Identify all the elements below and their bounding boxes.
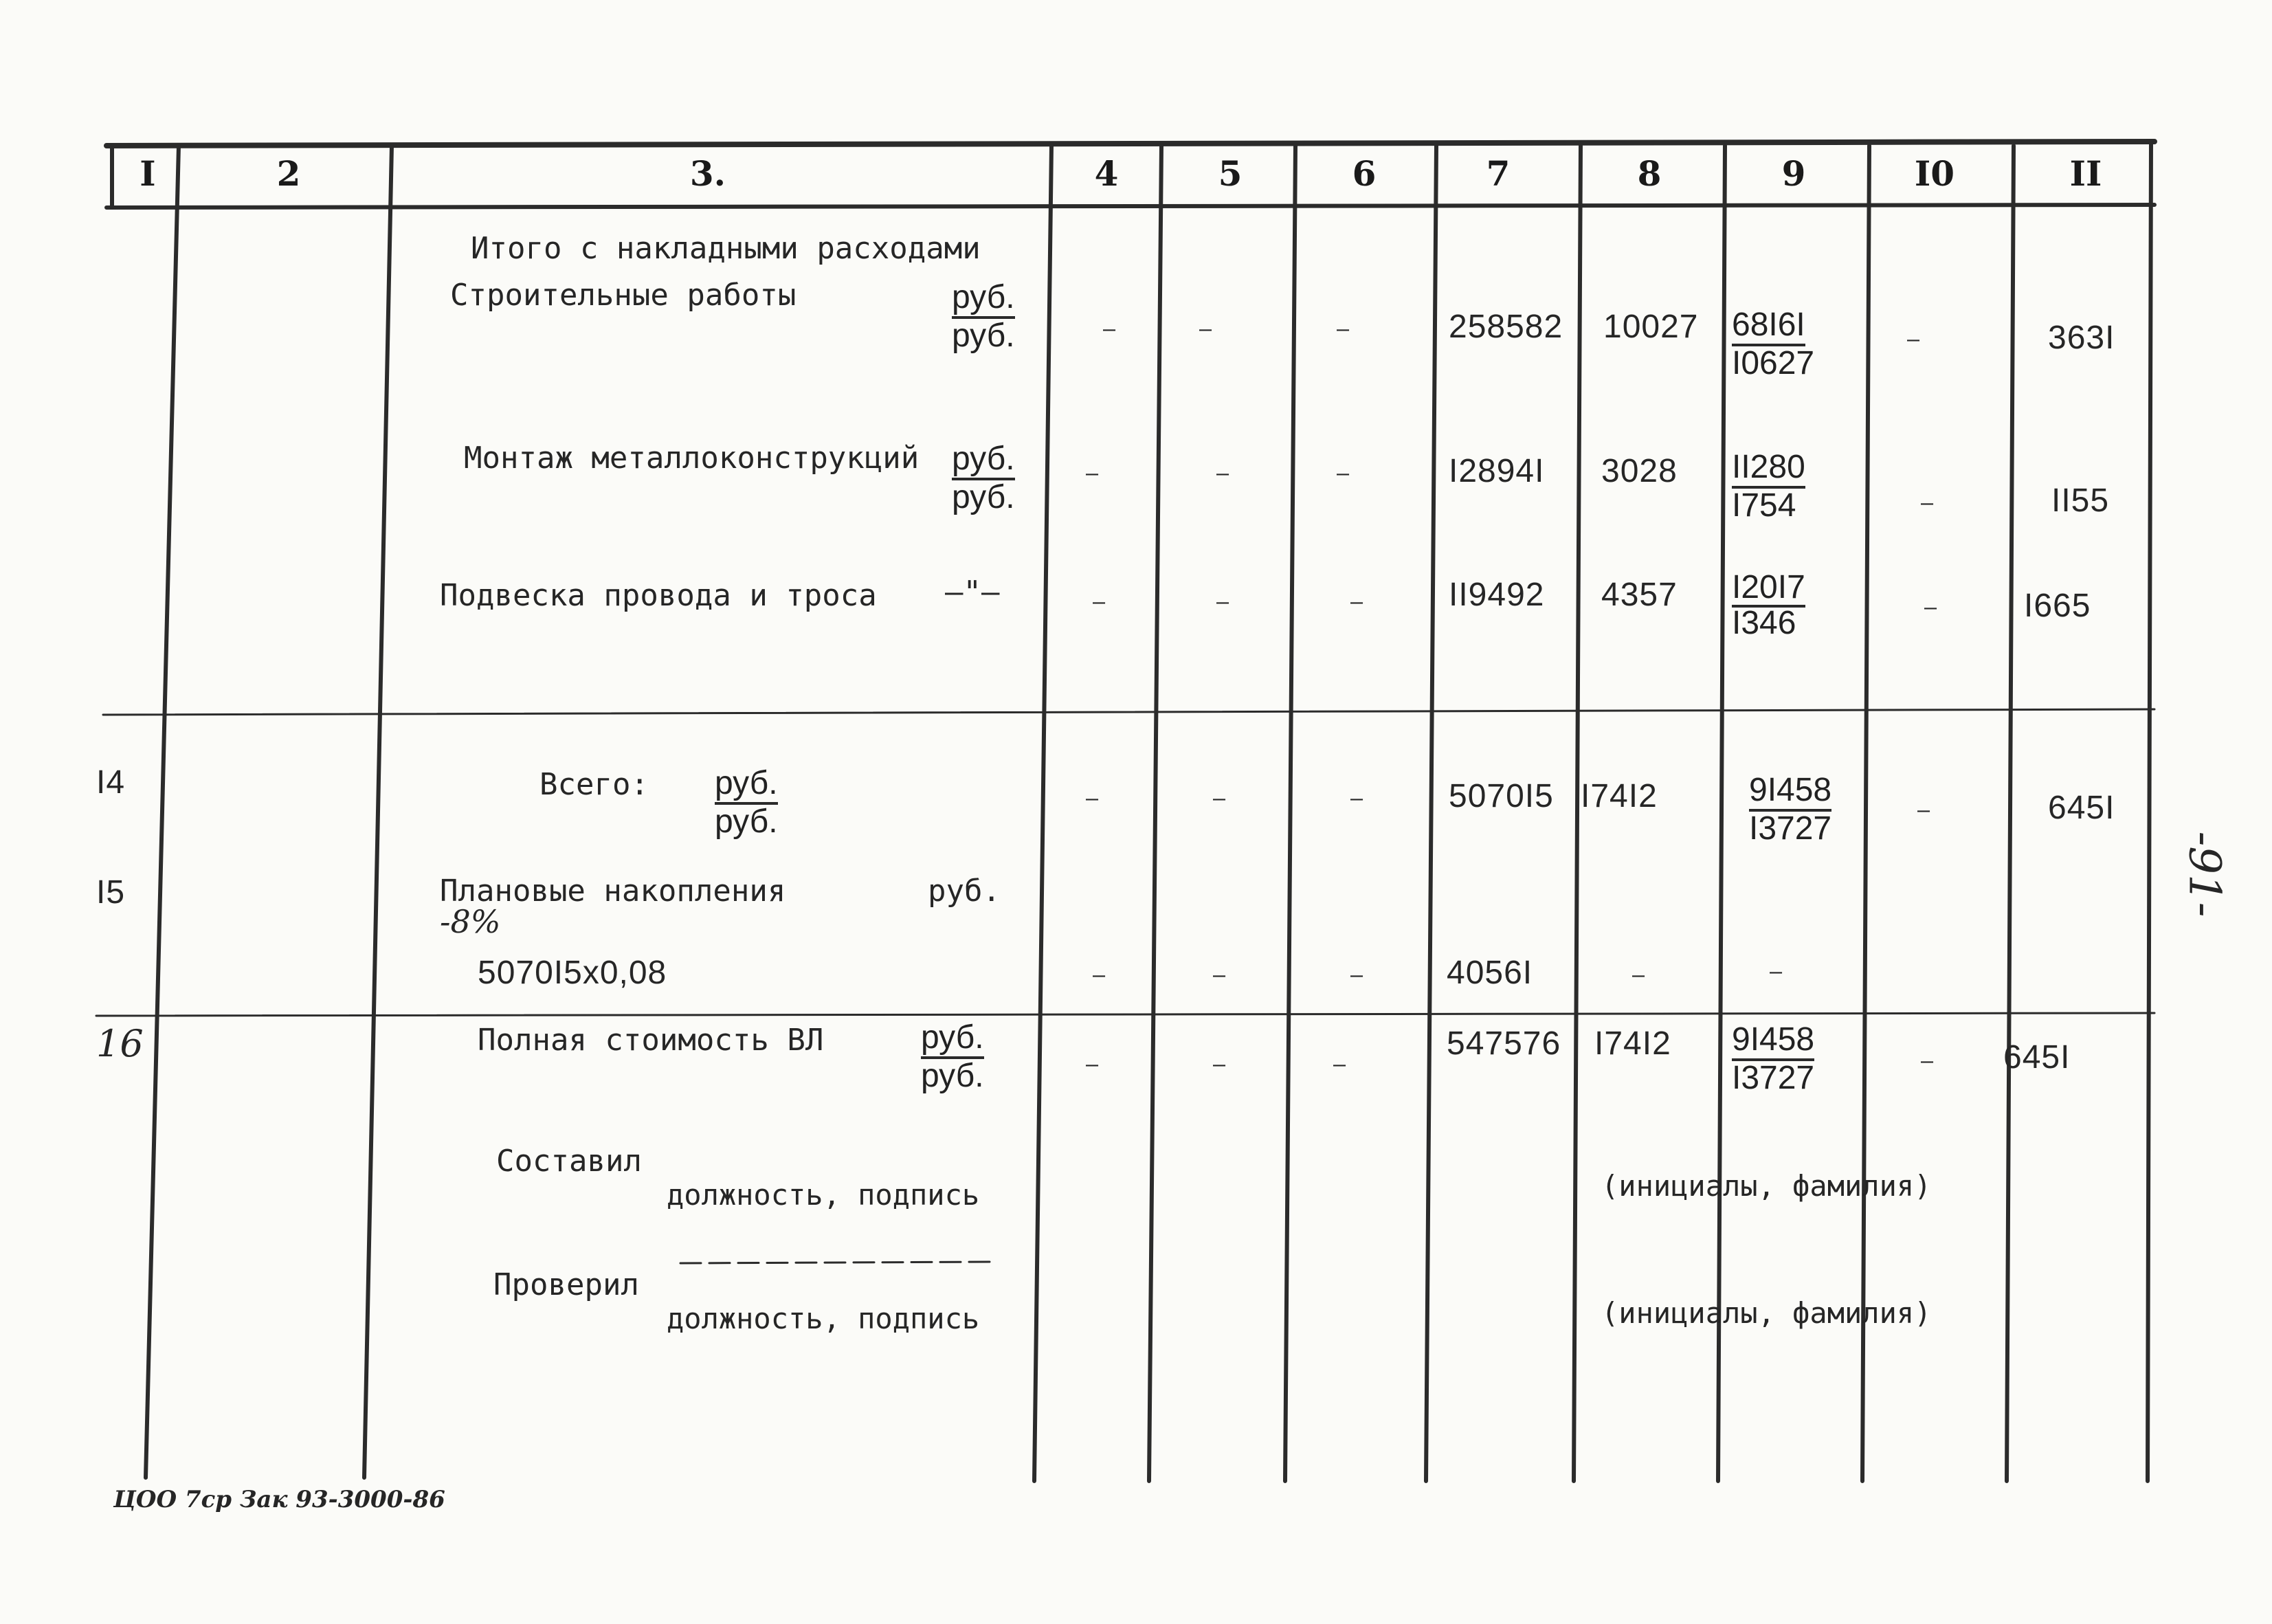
total-col9-top: 9I458 — [1749, 773, 1831, 812]
full-unit — [921, 1021, 984, 1094]
full-col7: 547576 — [1447, 1025, 1561, 1062]
metal-col11: II55 — [2051, 482, 2110, 519]
full-col5: – — [1213, 1053, 1226, 1077]
col-border-3 — [1034, 146, 1051, 1481]
planned-unit: руб. — [928, 874, 1001, 909]
metal-col4: – — [1086, 462, 1099, 486]
wire-label: Подвеска провода и троса — [440, 578, 877, 613]
col-border-10 — [2007, 146, 2014, 1481]
planned-label: Плановые накопления — [440, 874, 786, 909]
planned-col5: – — [1213, 964, 1226, 988]
construction-col4: – — [1103, 318, 1116, 342]
planned-row-number: I5 — [96, 874, 126, 911]
col-border-9 — [1862, 146, 1869, 1481]
metal-col10: – — [1921, 491, 1934, 515]
full-col9 — [1732, 1023, 1814, 1096]
total-col9-bottom: I3727 — [1749, 810, 1832, 847]
total-unit-bottom: руб. — [715, 803, 778, 841]
wire-col7: II9492 — [1449, 577, 1545, 613]
header-col-3: 3. — [689, 153, 726, 194]
planned-formula: 5070I5x0,08 — [478, 955, 667, 991]
wire-col9-top: I20I7 — [1732, 572, 1805, 608]
table-top-border — [107, 142, 2154, 146]
col-border-6 — [1426, 146, 1436, 1481]
col-border-5 — [1285, 146, 1295, 1481]
full-col6: – — [1333, 1053, 1346, 1077]
planned-col4: – — [1093, 964, 1106, 988]
total-col7: 5070I5 — [1449, 778, 1554, 814]
full-col8: I74I2 — [1594, 1025, 1671, 1062]
construction-col8: 10027 — [1603, 309, 1699, 345]
metal-col9-bottom: I754 — [1732, 487, 1796, 524]
wire-col8: 4357 — [1601, 577, 1678, 613]
total-col6: – — [1350, 787, 1363, 811]
subtotal-title: Итого с накладными расходами — [471, 231, 981, 266]
wire-col11: I665 — [2024, 588, 2091, 624]
planned-percent: -8% — [440, 903, 501, 940]
wire-col5: – — [1216, 590, 1229, 614]
wire-col9 — [1732, 569, 1805, 641]
full-label: Полная стоимость ВЛ — [478, 1023, 824, 1058]
full-col9-bottom: I3727 — [1732, 1060, 1815, 1097]
total-label: Всего: — [539, 767, 649, 802]
metal-col6: – — [1337, 462, 1350, 486]
header-col-5: 5 — [1218, 153, 1243, 194]
full-row-number: 16 — [96, 1022, 144, 1065]
construction-label: Строительные работы — [450, 278, 797, 313]
full-col11: 645I — [2003, 1039, 2071, 1076]
wire-col9-bottom: I346 — [1732, 604, 1796, 641]
total-col4: – — [1086, 787, 1099, 811]
total-col10: – — [1917, 799, 1930, 823]
col-border-7 — [1574, 146, 1581, 1481]
metal-col9 — [1732, 450, 1805, 524]
full-unit-top: руб. — [921, 1021, 984, 1059]
metal-label: Монтаж металлоконструкций — [464, 441, 920, 476]
total-col9 — [1749, 773, 1831, 847]
metal-col7: I2894I — [1449, 453, 1545, 489]
compiled-name-caption: (инициалы, фамилия) — [1601, 1169, 1932, 1203]
page-number: -91- — [2179, 831, 2230, 917]
construction-unit-top: руб. — [952, 280, 1015, 319]
full-unit-bottom: руб. — [921, 1058, 984, 1095]
construction-col5: – — [1199, 318, 1212, 342]
wire-unit: –"– — [945, 575, 1000, 610]
header-col-6: 6 — [1352, 153, 1377, 194]
metal-col8: 3028 — [1601, 453, 1678, 489]
row-divider-2 — [96, 1013, 2154, 1016]
wire-col10: – — [1924, 596, 1937, 620]
construction-col10: – — [1907, 328, 1920, 352]
compiled-position-caption: должность, подпись — [667, 1178, 980, 1212]
header-col-2: 2 — [276, 153, 301, 194]
header-col-4: 4 — [1094, 153, 1119, 194]
compiled-by-label: Составил — [496, 1144, 642, 1179]
header-col-9: 9 — [1781, 153, 1806, 194]
wire-col4: – — [1093, 590, 1106, 614]
construction-col9 — [1732, 308, 1814, 381]
metal-col5: – — [1216, 462, 1229, 486]
checked-position-caption: должность, подпись — [667, 1302, 980, 1335]
total-col5: – — [1213, 787, 1226, 811]
wire-col6: – — [1350, 590, 1363, 614]
full-col4: – — [1086, 1053, 1099, 1077]
construction-col11: 363I — [2048, 320, 2115, 356]
col-border-4 — [1149, 146, 1161, 1481]
full-col9-top: 9I458 — [1732, 1023, 1814, 1061]
full-col10: – — [1921, 1049, 1934, 1074]
construction-col9-top: 68I6I — [1732, 308, 1805, 346]
header-bottom-border — [107, 205, 2154, 208]
metal-unit-bottom: руб. — [952, 479, 1015, 516]
metal-unit-top: руб. — [952, 442, 1015, 480]
planned-col7: 4056I — [1447, 955, 1533, 991]
checked-name-caption: (инициалы, фамилия) — [1601, 1296, 1932, 1330]
total-col11: 645I — [2048, 790, 2115, 826]
header-col-11: II — [2069, 153, 2102, 194]
construction-unit — [952, 280, 1015, 354]
checked-signature-line — [680, 1262, 996, 1263]
total-row-number: I4 — [96, 764, 126, 801]
checked-by-label: Проверил — [493, 1267, 639, 1302]
total-unit — [715, 766, 778, 840]
footer-print-stamp: ЦОО 7ср Зак 93-3000-86 — [113, 1486, 445, 1513]
construction-col9-bottom: I0627 — [1732, 345, 1815, 382]
construction-col6: – — [1337, 318, 1350, 342]
row-divider-1 — [103, 709, 2154, 715]
col-border-2 — [364, 146, 392, 1478]
planned-col6: – — [1350, 964, 1363, 988]
header-col-10: I0 — [1914, 153, 1955, 194]
col-border-1 — [146, 146, 179, 1478]
total-col8: I74I2 — [1581, 778, 1658, 814]
planned-col8: – — [1632, 964, 1645, 988]
construction-col7: 258582 — [1449, 309, 1563, 345]
metal-unit — [952, 442, 1015, 515]
header-col-7: 7 — [1486, 153, 1511, 194]
metal-col9-top: II280 — [1732, 450, 1805, 489]
header-col-8: 8 — [1637, 153, 1662, 194]
construction-unit-bottom: руб. — [952, 318, 1015, 355]
planned-col9: – — [1770, 960, 1783, 984]
col-border-8 — [1718, 146, 1725, 1481]
total-unit-top: руб. — [715, 766, 778, 805]
col-border-11 — [2148, 142, 2151, 1481]
header-col-1: I — [140, 153, 156, 194]
